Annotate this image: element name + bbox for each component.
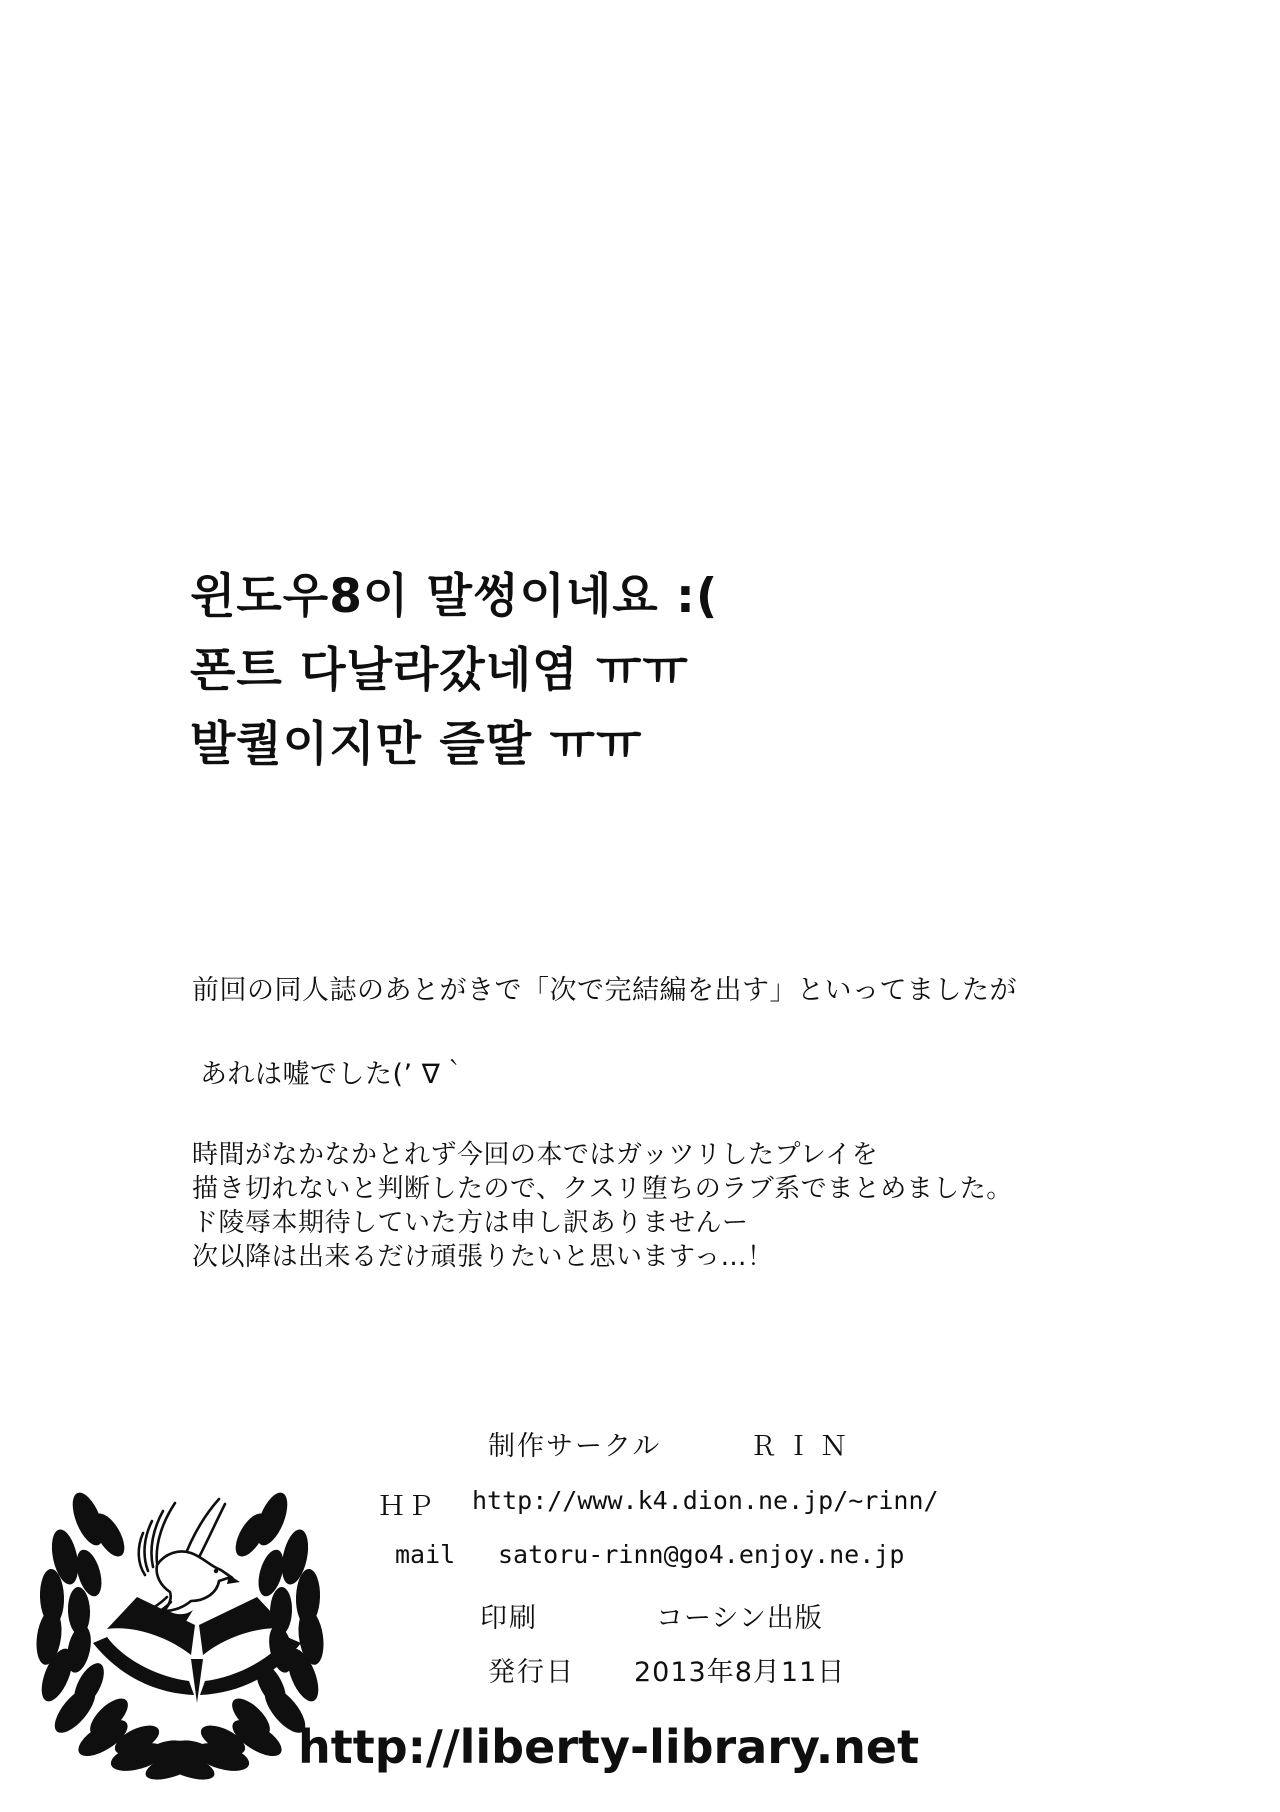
- circle-name: ＲＩＮ: [750, 1431, 855, 1462]
- publish-date: 2013年8月11日: [634, 1657, 846, 1688]
- afterword-paragraph-line: 時間がなかなかとれず今回の本ではガッツリしたプレイを: [192, 1140, 879, 1170]
- afterword-line-1: 前回の同人誌のあとがきで「次で完結編を出す」といってましたが: [192, 975, 1017, 1006]
- korean-note-line: 폰트 다날라갔네염 ㅠㅠ: [190, 643, 689, 698]
- homepage-url: http://www.k4.dion.ne.jp/~rinn/: [472, 1486, 939, 1515]
- circle-label: 制作サークル: [488, 1431, 662, 1462]
- liberty-library-logo: [25, 1488, 335, 1780]
- credit-row-publish-date: [488, 1650, 846, 1689]
- mail-address: satoru-rinn@go4.enjoy.ne.jp: [498, 1540, 905, 1569]
- korean-note-line: 발퀄이지만 즐딸 ㅠㅠ: [190, 717, 643, 772]
- afterword-paragraph-line: ド陵辱本期待していた方は申し訳ありませんー: [192, 1208, 749, 1238]
- credit-row-homepage: [378, 1484, 939, 1523]
- afterword-paragraph-line: 描き切れないと判断したので、クスリ堕ちのラブ系でまとめました。: [192, 1174, 1013, 1204]
- afterword-paragraph-line: 次以降は出来るだけ頑張りたいと思いますっ…！: [192, 1242, 774, 1272]
- footer-site-url: http://liberty-library.net: [298, 1720, 920, 1774]
- afterword-paragraph: [192, 1138, 1013, 1274]
- afterword-line-2: あれは嘘でした(’ ∇｀: [200, 1059, 468, 1090]
- publish-date-label: 発行日: [488, 1657, 575, 1688]
- korean-note: [190, 560, 718, 782]
- credit-row-printer: [480, 1596, 823, 1635]
- mail-label: mail: [395, 1540, 456, 1569]
- printer-name: コーシン出版: [656, 1603, 823, 1634]
- credit-row-circle: [488, 1424, 855, 1463]
- printer-label: 印刷: [480, 1603, 538, 1634]
- homepage-label: ＨＰ: [378, 1491, 436, 1522]
- credit-row-mail: [395, 1540, 905, 1569]
- korean-note-line: 윈도우8이 말썽이네요 :(: [190, 569, 719, 624]
